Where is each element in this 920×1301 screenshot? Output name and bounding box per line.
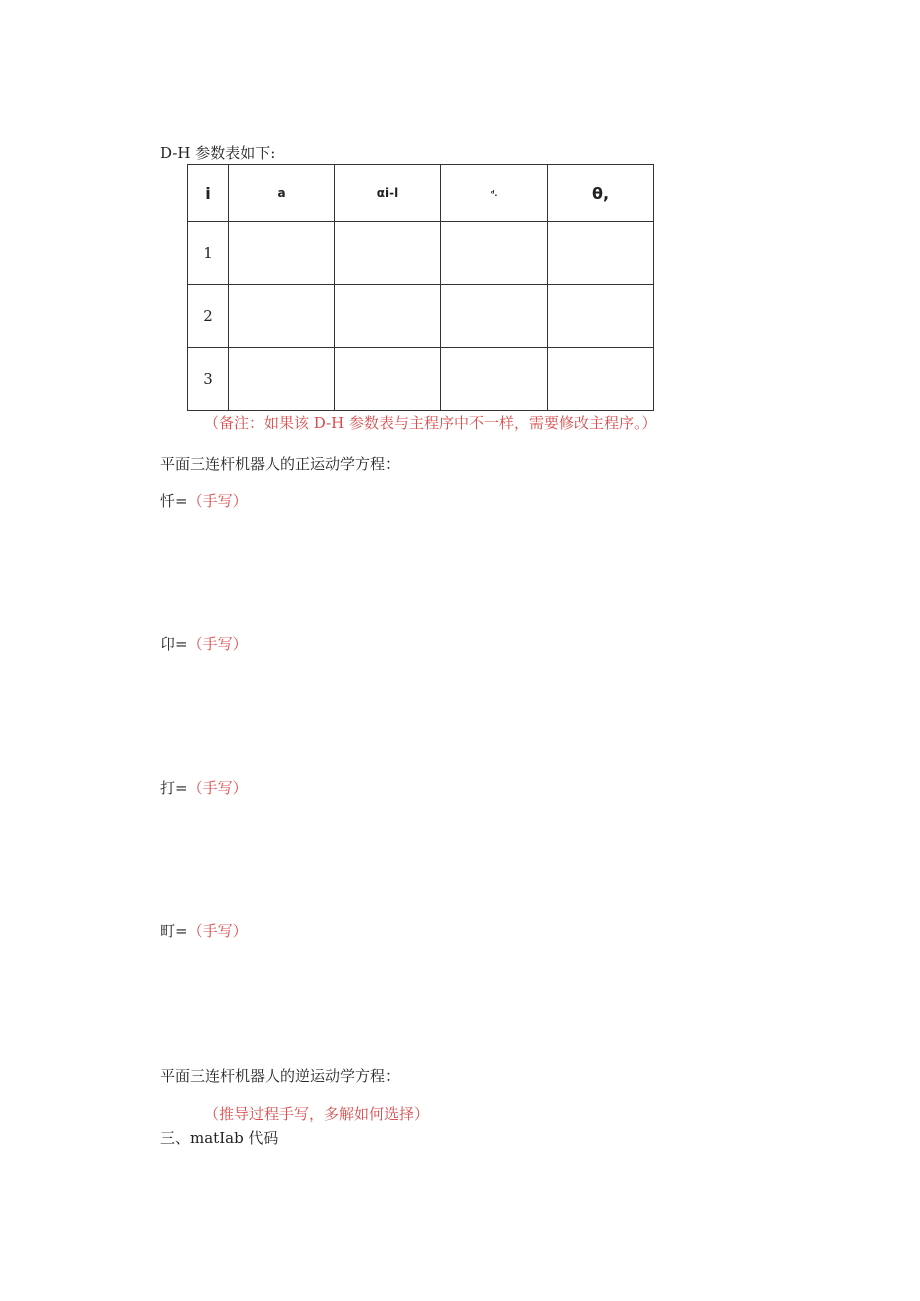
equation-line-4 [160, 922, 248, 940]
table-cell [335, 285, 441, 348]
equation-label: 卬= [160, 635, 188, 653]
table-cell [548, 348, 654, 411]
handwrite-hint: （手写） [187, 922, 248, 940]
table-cell [335, 348, 441, 411]
table-cell [441, 348, 548, 411]
table-header-row [188, 165, 654, 222]
equation-line-3 [160, 779, 248, 797]
table-cell [229, 285, 335, 348]
header-i: i [188, 165, 229, 222]
dh-parameter-table [187, 164, 654, 411]
equation-line-2 [160, 635, 248, 653]
table-cell [548, 285, 654, 348]
table-cell [441, 285, 548, 348]
handwrite-hint: （手写） [187, 492, 248, 510]
table-cell [335, 222, 441, 285]
table-cell [548, 222, 654, 285]
forward-kinematics-title: 平面三连杆机器人的正运动学方程： [160, 455, 401, 473]
table-row [188, 285, 654, 348]
table-cell [229, 348, 335, 411]
row-index: 2 [188, 285, 229, 348]
inverse-kinematics-title: 平面三连杆机器人的逆运动学方程： [160, 1067, 401, 1085]
table-row [188, 348, 654, 411]
inverse-hint: （推导过程手写，多解如何选择） [204, 1105, 430, 1123]
table-cell [441, 222, 548, 285]
table-cell [229, 222, 335, 285]
header-d: ᵈ. [441, 165, 548, 222]
table-note: （备注：如果该 D-H 参数表与主程序中不一样，需要修改主程序。） [204, 414, 657, 432]
header-alpha: αi-l [335, 165, 441, 222]
equation-label: 打= [160, 779, 188, 797]
equation-label: 町= [160, 922, 188, 940]
table-row [188, 222, 654, 285]
header-theta: θ, [548, 165, 654, 222]
row-index: 1 [188, 222, 229, 285]
section-matlab-heading: 三、matIab 代码 [160, 1129, 279, 1147]
row-index: 3 [188, 348, 229, 411]
handwrite-hint: （手写） [187, 779, 248, 797]
header-a: a [229, 165, 335, 222]
equation-line-1 [160, 492, 248, 510]
dh-heading: D-H 参数表如下: [160, 144, 276, 162]
handwrite-hint: （手写） [187, 635, 248, 653]
equation-label: 忏= [160, 492, 188, 510]
